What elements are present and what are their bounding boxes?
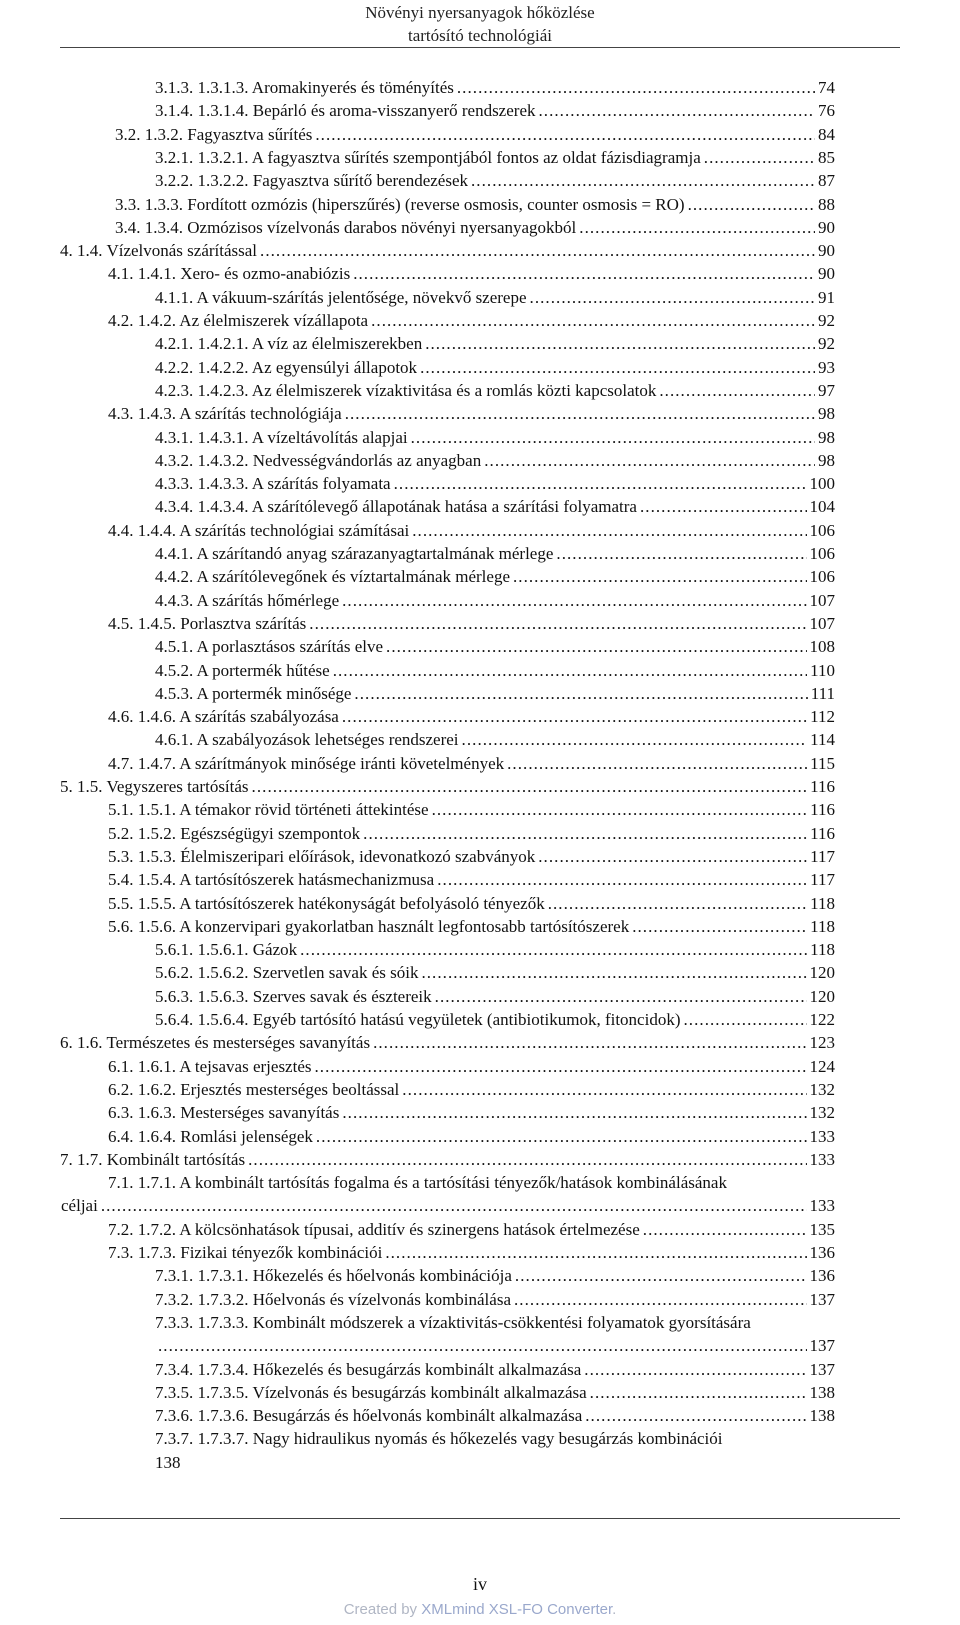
toc-entry[interactable] [108,402,835,426]
toc-entry-page: 108 [809,637,835,657]
toc-leader-dots [353,262,815,286]
toc-entry-title: 4.3.3. 1.4.3.3. A szárítás folyamata [155,474,391,494]
toc-entry-title: 6.4. 1.6.4. Romlási jelenségek [108,1126,313,1146]
toc-leader-dots [300,938,807,962]
toc-entry-title: 4.3.4. 1.4.3.4. A szárítólevegő állapotának hatása a szárítási folyamatra [155,497,637,517]
toc-leader-dots [457,76,815,100]
toc-entry-page: 116 [810,777,835,796]
toc-entry-page: 132 [809,1079,835,1099]
toc-leader-dots [538,99,815,123]
toc-entry-title: 4.6. 1.4.6. A szárítás szabályozása [108,707,339,727]
toc-leader-dots [538,845,807,869]
toc-entry[interactable] [108,612,835,636]
toc-entry-page: 114 [810,730,835,750]
toc-entry-page: 136 [809,1266,835,1286]
toc-leader-dots [363,822,807,846]
toc-entry-page: 87 [818,171,835,191]
toc-leader-dots [425,332,815,356]
toc-leader-dots [394,472,807,496]
toc-entry-title: 4.3.2. 1.4.3.2. Nedvességvándorlás az anyagban [155,450,482,470]
toc-entry[interactable] [155,286,835,310]
toc-leader-dots [432,798,808,822]
toc-entry[interactable] [108,309,835,333]
toc-entry-title-wrap: céljai [61,1196,98,1216]
toc-entry-title[interactable]: 7.3.7. 1.7.3.7. Nagy hidraulikus nyomás és hőkezelés vagy besugárzás kombinációi [155,1429,723,1449]
toc-leader-dots [316,1125,807,1149]
toc-entry-title: 5.6.2. 1.5.6.2. Szervetlen savak és sóik [155,963,419,983]
credit-suffix: . [612,1601,617,1618]
toc-leader-dots [513,565,807,589]
toc-leader-dots [402,1078,806,1102]
toc-leader-dots [507,752,807,776]
toc-entry-page: 137 [809,1289,835,1309]
toc-entry-page: 106 [809,544,835,563]
toc-leader-dots [373,1031,806,1055]
toc-leader-dots [354,682,807,706]
toc-entry[interactable] [155,1358,835,1382]
toc-entry-page: 117 [810,870,835,890]
toc-entry-title: 4.4.2. A szárítólevegőnek és víztartalmának mérlege [155,567,510,587]
toc-entry[interactable] [108,1241,835,1265]
toc-entry-page: 76 [818,101,835,121]
toc-leader-dots [515,1264,807,1288]
toc-leader-dots [345,402,815,426]
toc-entry[interactable] [155,682,835,706]
toc-entry[interactable] [115,193,835,217]
toc-leader-dots [385,1241,806,1265]
toc-entry[interactable] [108,1218,835,1242]
toc-entry[interactable] [155,1404,835,1428]
toc-entry[interactable] [108,822,835,846]
toc-entry-page: 92 [818,311,835,330]
toc-entry[interactable] [155,1264,835,1288]
toc-entry[interactable] [155,565,835,589]
toc-entry-page: 116 [810,823,835,843]
toc-leader-dots [688,193,815,217]
toc-leader-dots [371,309,815,333]
toc-entry-page: 88 [818,194,835,214]
toc-entry-title: 5.3. 1.5.3. Élelmiszeripari előírások, idevonatkozó szabványok [108,846,536,866]
toc-entry[interactable] [155,495,835,519]
toc-entry-title: 3.4. 1.3.4. Ozmózisos vízelvonás darabos növényi nyersanyagokból [115,217,577,237]
toc-leader-dots [643,1218,807,1242]
toc-entry-page: 107 [809,613,835,633]
toc-entry-title: 4.4.1. A szárítandó anyag szárazanyagtartalmának mérlege [155,544,554,563]
toc-entry[interactable] [108,705,835,729]
toc-entry-page: 84 [818,124,835,144]
toc-leader-dots [315,1055,807,1079]
toc-entry-page: 115 [810,753,835,773]
toc-entry[interactable] [108,1125,835,1149]
toc-leader-dots [248,1148,806,1172]
toc-entry[interactable] [155,542,835,566]
toc-entry[interactable] [155,1008,835,1032]
toc-entry-page: 118 [810,940,835,960]
toc-entry-page: 120 [809,986,835,1006]
toc-leader-dots [309,612,806,636]
toc-entry[interactable] [155,1381,835,1405]
toc-entry-title[interactable]: 7.1. 1.7.1. A kombinált tartósítás fogalma és a tartósítási tényezők/hatások kombinálásának [108,1173,727,1193]
toc-entry-title: 7.2. 1.7.2. A kölcsönhatások típusai, additív és szinergens hatások értelmezése [108,1219,640,1239]
toc-entry-title: 3.1.3. 1.3.1.3. Aromakinyerés és töményítés [155,78,454,97]
toc-leader-dots [640,495,807,519]
toc-entry-title: 7.3.1. 1.7.3.1. Hőkezelés és hőelvonás kombinációja [155,1266,512,1286]
toc-entry[interactable] [155,426,835,450]
toc-entry[interactable] [155,659,835,683]
toc-entry-page: 136 [809,1243,835,1262]
toc-entry-title: 4.5.3. A portermék minősége [155,683,352,703]
toc-entry-continuation[interactable] [61,1194,835,1218]
toc-entry-page: 74 [818,78,835,97]
toc-entry-title: 5.2. 1.5.2. Egészségügyi szempontok [108,823,361,843]
toc-entry-page: 122 [809,1010,835,1029]
toc-leader-dots [333,659,807,683]
toc-entry-page: 117 [810,846,835,866]
toc-leader-dots [252,775,808,799]
toc-entry-title: 5.6.3. 1.5.6.3. Szerves savak és észtereik [155,986,432,1006]
toc-entry[interactable] [60,775,835,799]
toc-entry-page: 98 [818,450,835,470]
toc-entry-page: 98 [818,427,835,447]
toc-entry[interactable] [108,915,835,939]
toc-leader-dots [158,1334,807,1358]
toc-leader-dots [411,426,815,450]
toc-entry-title: 5.5. 1.5.5. A tartósítószerek hatékonyságát befolyásoló tényezők [108,893,545,913]
toc-entry[interactable] [108,798,835,822]
toc-entry-page: 100 [809,474,835,494]
toc-leader-dots [514,1288,807,1312]
toc-entry-title: 7.3.2. 1.7.3.2. Hőelvonás és vízelvonás kombinálása [155,1289,511,1309]
toc-entry-page: 106 [809,520,835,540]
toc-entry-page: 91 [818,287,835,307]
toc-entry[interactable] [60,1148,835,1172]
toc-entry[interactable] [108,868,835,892]
footer-rule [60,1518,900,1519]
toc-entry[interactable] [155,332,835,356]
toc-leader-dots [435,985,807,1009]
toc-entry[interactable] [155,379,835,403]
toc-leader-dots [484,449,815,473]
toc-leader-dots [548,892,807,916]
toc-entry-title: 4.4.3. A szárítás hőmérlege [155,590,340,610]
toc-entry-title: 3.2.2. 1.3.2.2. Fagyasztva sűrítő berendezések [155,171,468,191]
generator-credit [0,1601,960,1618]
toc-entry[interactable] [108,892,835,916]
toc-entry-title: 6.3. 1.6.3. Mesterséges savanyítás [108,1103,340,1123]
toc-leader-dots [342,705,807,729]
toc-entry[interactable] [155,449,835,473]
toc-entry-page: 133 [809,1126,835,1146]
toc-entry-title: 4.3.1. 1.4.3.1. A vízeltávolítás alapjai [155,427,408,447]
toc-entry[interactable] [155,985,835,1009]
toc-entry-page: 120 [809,963,835,983]
toc-entry[interactable] [155,1288,835,1312]
toc-entry-page: 85 [818,147,835,167]
toc-entry-page: 137 [809,1359,835,1379]
toc-leader-dots [315,123,815,147]
toc-entry[interactable] [108,1078,835,1102]
toc-entry-page: 112 [810,707,835,727]
toc-entry-page: 116 [810,800,835,820]
toc-entry-page: 111 [810,683,835,703]
toc-leader-dots [420,356,815,380]
toc-leader-dots [704,146,815,170]
toc-entry-page: 118 [810,916,835,936]
toc-entry-page: 90 [818,241,835,261]
toc-entry-title: 7. 1.7. Kombinált tartósítás [60,1149,246,1169]
toc-entry[interactable] [155,728,835,752]
toc-entry-continuation[interactable] [155,1334,835,1358]
toc-entry-title: 7.3.6. 1.7.3.6. Besugárzás és hőelvonás kombinált alkalmazása [155,1406,583,1426]
toc-entry-page: 123 [809,1033,835,1053]
toc-entry-title: 5.6.1. 1.5.6.1. Gázok [155,940,298,960]
toc-entry-page: 97 [818,380,835,400]
running-header [0,0,960,47]
toc-entry-page: 104 [809,497,835,517]
toc-entry[interactable] [115,216,835,240]
toc-entry[interactable] [155,472,835,496]
toc-entry[interactable] [155,589,835,613]
toc-entry-title: 4. 1.4. Vízelvonás szárítással [60,241,258,261]
credit-brand: XMLmind XSL-FO Converter [421,1601,613,1618]
toc-entry[interactable] [155,356,835,380]
toc-leader-dots [590,1381,807,1405]
toc-entry-title: 4.1. 1.4.1. Xero- és ozmo-anabiózis [108,264,351,284]
toc-entry-title: 3.1.4. 1.3.1.4. Bepárló és aroma-visszanyerő rendszerek [155,101,536,121]
toc-entry[interactable] [155,99,835,123]
toc-entry-title: 4.4. 1.4.4. A szárítás technológiai számításai [108,520,410,540]
toc-entry-title: 4.1.1. A vákuum-szárítás jelentősége, növekvő szerepe [155,287,527,307]
toc-entry[interactable] [155,146,835,170]
toc-entry-page: 138 [155,1452,181,1472]
toc-entry-page: 135 [809,1219,835,1239]
toc-entry-title: 5.6. 1.5.6. A konzervipari gyakorlatban használt legfontosabb tartósítószerek [108,916,630,936]
toc-entry[interactable] [108,752,835,776]
credit-prefix: Created by [343,1601,422,1618]
toc-entry-title: 7.3.5. 1.7.3.5. Vízelvonás és besugárzás kombinált alkalmazása [155,1382,587,1402]
toc-entry-title: 5. 1.5. Vegyszeres tartósítás [60,777,249,796]
toc-leader-dots [342,1101,806,1125]
toc-entry-title: 4.3. 1.4.3. A szárítás technológiája [108,404,342,424]
toc-leader-dots [421,961,806,985]
toc-entry-page: 124 [809,1056,835,1076]
toc-leader-dots [585,1404,806,1428]
toc-entry[interactable] [115,123,835,147]
toc-entry[interactable] [155,169,835,193]
toc-entry[interactable] [155,635,835,659]
toc-leader-dots [260,239,815,263]
toc-entry-page: 133 [809,1149,835,1169]
toc-entry[interactable] [108,1101,835,1125]
toc-entry[interactable] [155,938,835,962]
header-title-line2: tartósító technológiái [408,26,552,45]
toc-leader-dots [462,728,808,752]
toc-leader-dots [632,915,807,939]
header-title-line1: Növényi nyersanyagok hőközlése [365,3,595,22]
toc-entry[interactable] [108,262,835,286]
toc-entry-page: 132 [809,1103,835,1123]
toc-leader-dots [386,635,806,659]
toc-entry-title: 4.5.2. A portermék hűtése [155,660,330,680]
toc-entry-title: 4.7. 1.4.7. A szárítmányok minősége iránti követelmények [108,753,505,773]
toc-entry-page: 98 [818,404,835,424]
toc-entry-page: 133 [809,1196,835,1216]
toc-entry-title: 6. 1.6. Természetes és mesterséges savanyítás [60,1033,371,1053]
toc-entry-title: 3.2.1. 1.3.2.1. A fagyasztva sűrítés szempontjából fontos az oldat fázisdiagramja [155,147,701,167]
toc-leader-dots [471,169,815,193]
toc-entry-title: 5.1. 1.5.1. A témakor rövid történeti áttekintése [108,800,429,820]
toc-entry-title: 7.3. 1.7.3. Fizikai tényezők kombinációi [108,1243,383,1262]
toc-leader-dots [584,1358,806,1382]
toc-entry-title: 4.5.1. A porlasztásos szárítás elve [155,637,384,657]
toc-entry-title: 4.2. 1.4.2. Az élelmiszerek vízállapota [108,311,369,330]
toc-entry-title: 4.2.3. 1.4.2.3. Az élelmiszerek vízaktivitása és a romlás közti kapcsolatok [155,380,657,400]
toc-entry[interactable] [108,519,835,543]
toc-entry-title[interactable]: 7.3.3. 1.7.3.3. Kombinált módszerek a vízaktivitás-csökkentési folyamatok gyorsítására [155,1312,751,1332]
toc-entry[interactable] [60,239,835,263]
toc-entry-title: 6.1. 1.6.1. A tejsavas erjesztés [108,1056,312,1076]
toc-entry-title: 6.2. 1.6.2. Erjesztés mesterséges beoltással [108,1079,400,1099]
toc-entry-title: 5.4. 1.5.4. A tartósítószerek hatásmechanizmusa [108,870,435,890]
toc-leader-dots [684,1008,807,1032]
toc-leader-dots [437,868,807,892]
toc-entry-page: 137 [809,1336,835,1356]
page-number: iv [472,1574,487,1594]
toc-entry[interactable] [155,76,835,100]
toc-entry-page: 106 [809,567,835,587]
toc-leader-dots [101,1194,807,1218]
toc-leader-dots [530,286,815,310]
toc-entry-page: 92 [818,334,835,354]
toc-entry-title: 3.2. 1.3.2. Fagyasztva sűrítés [115,124,313,144]
toc-leader-dots [412,519,806,543]
toc-entry[interactable] [60,1031,835,1055]
toc-entry-page: 90 [818,217,835,237]
toc-leader-dots [579,216,815,240]
toc-entry-page: 107 [809,590,835,610]
toc-leader-dots [556,542,806,566]
toc-entry[interactable] [108,1055,835,1079]
toc-leader-dots [342,589,806,613]
toc-entry-page: 138 [809,1382,835,1402]
toc-entry-page: 118 [810,893,835,913]
toc-entry-page: 138 [809,1406,835,1426]
toc-entry[interactable] [108,845,835,869]
toc-entry-title: 4.5. 1.4.5. Porlasztva szárítás [108,613,307,633]
toc-entry-page: 90 [818,264,835,284]
toc-entry-title: 7.3.4. 1.7.3.4. Hőkezelés és besugárzás kombinált alkalmazása [155,1359,582,1379]
toc-entry-title: 3.3. 1.3.3. Fordított ozmózis (hiperszűrés) (reverse osmosis, counter osmosis = RO) [115,194,685,214]
toc-entry-title: 4.6.1. A szabályozások lehetséges rendszerei [155,730,459,750]
toc-entry[interactable] [155,961,835,985]
toc-entry-title: 4.2.2. 1.4.2.2. Az egyensúlyi állapotok [155,357,418,377]
toc-leader-dots [659,379,815,403]
toc-entry-page: 93 [818,357,835,377]
toc-entry-title: 4.2.1. 1.4.2.1. A víz az élelmiszerekben [155,334,423,354]
toc-entry-title: 5.6.4. 1.5.6.4. Egyéb tartósító hatású vegyületek (antibiotikumok, fitoncidok) [155,1010,681,1029]
toc-entry-page: 110 [810,660,835,680]
header-rule [60,47,900,48]
